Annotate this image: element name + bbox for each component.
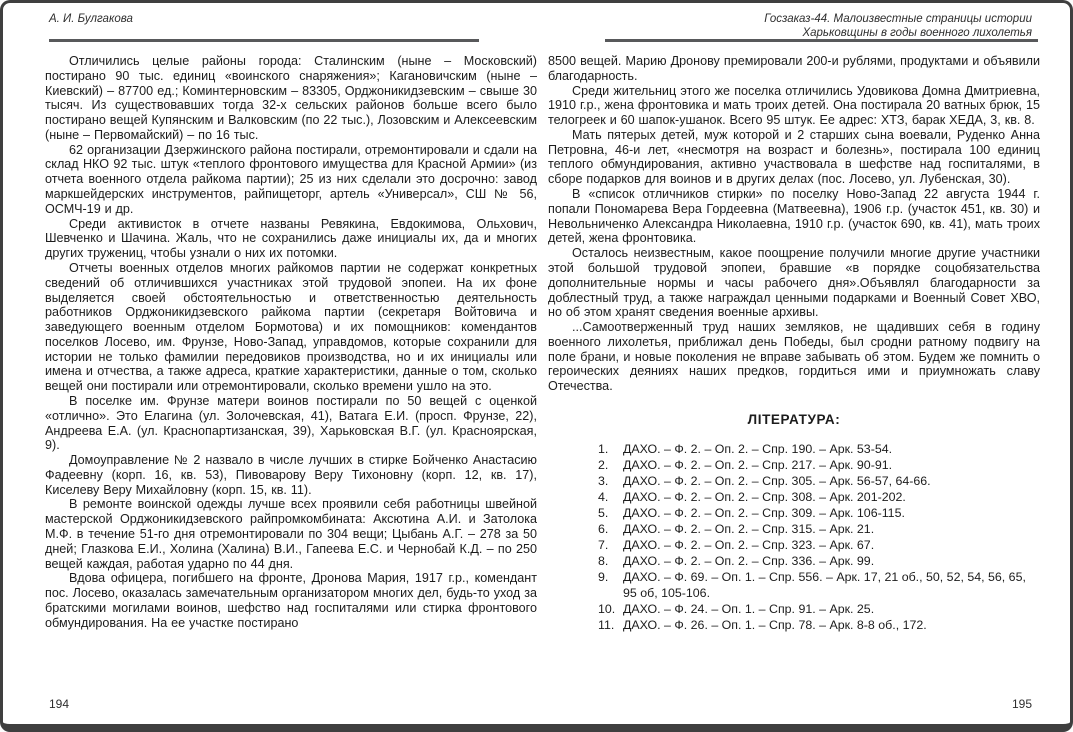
reference-item — [598, 617, 1040, 633]
reference-item — [598, 569, 1040, 601]
reference-item — [598, 505, 1040, 521]
reference-number: 1. — [598, 441, 609, 456]
running-head-title-line1: Госзаказ-44. Малоизвестные страницы истории — [764, 13, 1032, 25]
paragraph: Отчеты военных отделов многих райкомов партии не содержат конкретных сведений об отличившихся участниках этой трудовой эпопеи. На их фоне выделяется своей обстоятельностью и ответственностью деятельность работников Орджоникидзевского райкома партии (секретаря Войтовича и заведующего военным отделом Бормотова) и их помощников: комендантов поселков Лосево, им. Фрунзе, Ново-Запад, управдомов, которые сохранили для истории не только фамилии передовиков производства, но и их инициалы или имена и отчества, а также адреса, краткие характеристики, данные о том, сколько вещей они постирали или отремонтировали, сколько времени ушло на это. — [45, 260, 537, 394]
paragraph: Среди активисток в отчете названы Ревякина, Евдокимова, Ольхович, Шевченко и Шачина. Жаль, что не сохранились даже инициалы их, да и многих других тружениц, чтобы узнали о них их потомки. — [45, 216, 537, 261]
reference-item — [598, 553, 1040, 569]
reference-text: ДАХО. – Ф. 2. – Оп. 2. – Спр. 309. – Арк. 106-115. — [623, 505, 905, 520]
reference-text: ДАХО. – Ф. 26. – Оп. 1. – Спр. 78. – Арк. 8-8 об., 172. — [623, 617, 927, 632]
reference-text: ДАХО. – Ф. 2. – Оп. 2. – Спр. 190. – Арк. 53-54. — [623, 441, 893, 456]
reference-number: 6. — [598, 521, 609, 536]
paragraph: ...Самоотверженный труд наших земляков, не щадивших себя в годину военного лихолетья, приближал день Победы, был сродни ратному подвигу на поле брани, и новые поколения не вправе забывать об этом. Будем же помнить о героических деяниях наших предков, гордиться ими и приумножать славу Отечества. — [548, 320, 1040, 394]
reference-item — [598, 537, 1040, 553]
reference-number: 9. — [598, 569, 609, 584]
paragraph: В «список отличников стирки» по поселку Ново-Запад 22 августа 1944 г. попали Пономарева Вера Гордеевна (Матвеевна), 1906 г.р. (участок 451, кв. 30) и Невольниченко Александра Николаевна, 1910 г.р. (участок 690, кв. 41), мать троих детей, жена фронтовика. — [548, 187, 1040, 246]
reference-text: ДАХО. – Ф. 69. – Оп. 1. – Спр. 556. – Арк. 17, 21 об., 50, 52, 54, 56, 65, 95 об, 105-106. — [623, 569, 1026, 600]
reference-text: ДАХО. – Ф. 2. – Оп. 2. – Спр. 308. – Арк. 201-202. — [623, 489, 906, 504]
header-rule-left — [49, 39, 479, 42]
reference-text: ДАХО. – Ф. 24. – Оп. 1. – Спр. 91. – Арк. 25. — [623, 601, 875, 616]
paragraph-continuation: 8500 вещей. Марию Дронову премировали 200-и рублями, продуктами и объявили благодарность. — [548, 54, 1040, 83]
reference-number: 2. — [598, 457, 609, 472]
paragraph: В ремонте воинской одежды лучше всех проявили себя работницы швейной мастерской Орджоникидзевского райпромкомбината: Аксютина А.И. и Затолока М.Ф. в течение 51-го дня отремонтировали по 304 вещи; Цыбань А.Г. – 278 за 50 дней; Глазкова Е.И., Холина (Халина) В.И., Гапеева Е.С. и Чернобай К.Д. – по 250 вещей каждая, работая ударно по 44 дня. — [45, 497, 537, 571]
paragraph: Вдова офицера, погибшего на фронте, Дронова Мария, 1917 г.р., комендант пос. Лосево, оказалась замечательным организатором многих дел, будь-то уход за братскими могилами воинов, шефство над госпиталями или стирка фронтового обмундирования. На ее участке постирано — [45, 571, 537, 630]
reference-item — [598, 521, 1040, 537]
reference-number: 3. — [598, 473, 609, 488]
paragraph: Осталось неизвестным, какое поощрение получили многие другие участники этой большой трудовой эпопеи, бравшие «в порядке соцобязательства дополнительные нормы и часы рабочего дня».Объявлял благодарности за доблестный труд, а также награждал ценными подарками и Военный Совет ХВО, но об этом хранят сведения военные архивы. — [548, 246, 1040, 320]
page-number-right: 195 — [1011, 697, 1032, 711]
right-page-text-column — [548, 54, 1040, 633]
reference-text: ДАХО. – Ф. 2. – Оп. 2. – Спр. 336. – Арк. 99. — [623, 553, 875, 568]
reference-number: 7. — [598, 537, 609, 552]
reference-number: 4. — [598, 489, 609, 504]
reference-text: ДАХО. – Ф. 2. – Оп. 2. – Спр. 323. – Арк. 67. — [623, 537, 875, 552]
references-list — [548, 441, 1040, 633]
header-rule-right — [605, 39, 1038, 42]
page-number-left: 194 — [49, 697, 70, 711]
paragraph: Домоуправление № 2 назвало в числе лучших в стирке Бойченко Анастасию Фадеевну (корп. 16, кв. 53), Пивоварову Веру Тихоновну (корп. 12, кв. 17), Киселеву Веру Михайловну (корп. 15, кв. 11). — [45, 453, 537, 497]
left-page-text-column — [45, 54, 537, 630]
reference-text: ДАХО. – Ф. 2. – Оп. 2. – Спр. 305. – Арк. 56-57, 64-66. — [623, 473, 931, 488]
reference-item — [598, 489, 1040, 505]
reference-number: 8. — [598, 553, 609, 568]
running-head-title — [764, 13, 1032, 40]
paragraph: 62 организации Дзержинского района постирали, отремонтировали и сдали на склад НКО 92 тыс. штук «теплого фронтового имущества для Красной Армии» (из отчета военного отдела райкома партии); 25 из них сделали это досрочно: завод маркшейдерских инструментов, райпищеторг, артель «Универсал», СШ № 56, ОСМЧ-19 и др. — [45, 142, 537, 216]
paragraph: Мать пятерых детей, муж которой и 2 старших сына воевали, Руденко Анна Петровна, 46-и лет, «несмотря на возраст и болезнь», постирала 100 единиц теплого обмундирования, активно участвовала в шефстве над госпиталями, в сборе подарков для воинов и в других делах (пос. Лосево, ул. Лубенская, 30). — [548, 127, 1040, 187]
reference-item — [598, 441, 1040, 457]
paragraph: Среди жительниц этого же поселка отличились Удовикова Домна Дмитриевна, 1910 г.р., жена фронтовика и мать троих детей. Она постирала 20 ватных брюк, 15 телогреек и 60 шапок-ушанок. Всего 95 штук. Ее адрес: ХТЗ, барак ХЕДА, 3, кв. 8. — [548, 83, 1040, 128]
running-head-title-line2: Харьковщины в годы военного лихолетья — [802, 26, 1032, 39]
reference-item — [598, 473, 1040, 489]
reference-number: 11. — [598, 617, 615, 632]
reference-number: 10. — [598, 601, 616, 616]
reference-item — [598, 457, 1040, 473]
reference-text: ДАХО. – Ф. 2. – Оп. 2. – Спр. 217. – Арк. 90-91. — [623, 457, 893, 472]
literature-heading: ЛІТЕРАТУРА: — [747, 411, 841, 427]
reference-number: 5. — [598, 505, 609, 520]
paragraph: В поселке им. Фрунзе матери воинов постирали по 50 вещей с оценкой «отлично». Это Елагина (ул. Золочевская, 41), Ватага Е.И. (просп. Фрунзе, 22), Андреева Е.А. (ул. Краснопартизанская, 39), Харьковская В.Г. (ул. Красноярская, 9). — [45, 393, 537, 453]
reference-text: ДАХО. – Ф. 2. – Оп. 2. – Спр. 315. – Арк. 21. — [623, 521, 875, 536]
reference-item — [598, 601, 1040, 617]
paragraph: Отличились целые районы города: Сталинским (ныне – Московский) постирано 90 тыс. единиц «воинского снаряжения»; Кагановичским (ныне – Киевский) – 87700 ед.; Коминтерновским – 83305, Орджоникидзевским – свыше 30 тысяч. Из существовавших тогда 32-х сельских районов больше всего было постирано вещей Купянским и Валковским (по 22 тыс.), Лозовским и Алексеевским (ныне – Первомайский) – по 16 тыс. — [45, 54, 537, 142]
running-head-author: А. И. Булгакова — [49, 13, 133, 25]
